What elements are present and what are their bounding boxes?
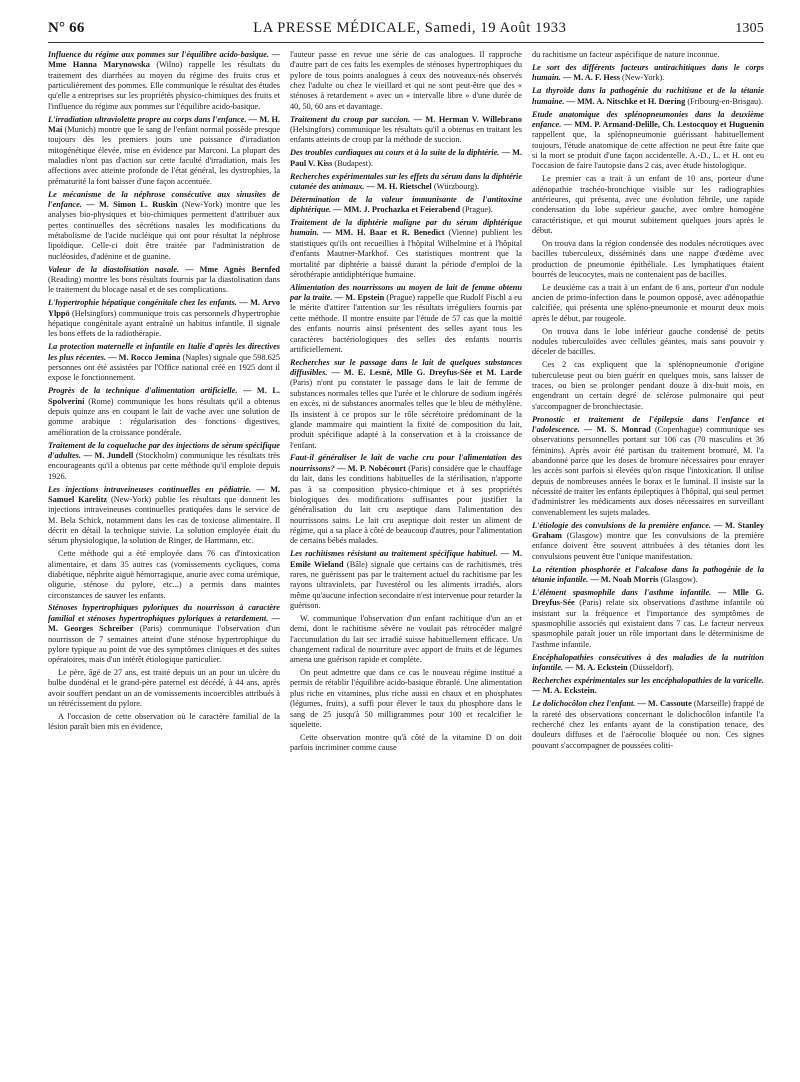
entry-text: (New-York) montre que les analyses bio-physiques et bio-chimiques permettent d'attribuer aux pertes continuelles des sécrétions nasales les modifications du métabolisme de l'acide nucléique qui ont pour résultat la néphrose lipoïdique. Celle-ci doit être traitée par l'administration de nucléosides, d'adénine et de guanine. [48,200,280,261]
entry-title: Pronostic et traitement de l'épilepsie dans l'enfance et l'adolescence. [532,414,764,435]
entry-text: Cette méthode qui a été employée dans 76 cas d'intoxication alimentaire, et dans 35 autres cas (vomissements cycliques, coma diabétique, néphrite aiguë hémorragique, anurie avec coma urémique, oligurie, sténose du pylore, etc...) a permis dans maintes circonstances de sauver les enfants. [48,549,280,600]
paragraph [532,283,764,324]
entry-author: — M. H. Rietschel [364,181,432,191]
paragraph [532,50,764,60]
paragraph [290,218,522,280]
paragraph [532,86,764,107]
entry-author: — MM. J. Prochazka et Feierabend [331,205,461,215]
entry-text: Ces 2 cas expliquent que la splénopneumonie d'origine tuberculeuse peut ou bien guérir en quelques mois, sans laisser de traces, ou bien se prolonger pendant douze à dix-huit mois, en engendrant un certain degré de sclérose pulmonaire qui peut s'accompagner de bronchiectasie. [532,360,764,411]
entry-text: (Paris) considère que le chauffage du lait, dans les conditions habituelles de la stérilisation, n'apporte pas à sa composition physico-chimique et à ses propriétés biologiques des modifications suffisantes pour justifier la généralisation du lait cru aseptique dans l'alimentation des nourrissons sains. Le lait cru aseptique doit rester un aliment de régime, qui a sa place à côté de beaucoup d'autres, pour l'alimentation de certains bébés malades. [290,463,522,546]
entry-author: — M. Paul V. Kiss [290,148,522,168]
entry-author: — M. E. Lesné, Mlle G. Dreyfus-Sée et M. Larde [327,368,522,378]
entry-author: — M. Noah Morris [588,575,659,585]
entry-title: Traitement du croup par succion. [290,114,411,124]
paragraph [48,50,280,112]
entry-title: Influence du régime aux pommes sur l'équilibre acido-basique. [48,50,269,59]
entry-author: — Mlle G. Dreyfus-Sée [532,587,764,608]
header-rule [48,42,764,43]
paragraph [532,63,764,84]
paragraph [532,565,764,586]
paragraph [290,195,522,216]
entry-text: (Prague). [460,205,493,215]
entry-text: Le deuxième cas a trait à un enfant de 6 ans, porteur d'un nodule ancien de primo-infection dans le poumon opposé, avec adénopathie calcifiée, qui présenta une spléno-pneumonie et mourut deux mois après le début, par rougeole. [532,282,764,323]
paragraph [290,549,522,611]
paragraph [48,265,280,296]
entry-text: (Marseille) frappé de la rareté des observations concernant le dolichocôlon infantile l'a recherché chez les enfants ayant de la constipation tenace, des douleurs diffuses et de l'aérocolie bloquée ou non. Ces signes pouvant s'accompagner de poussées coliti- [532,699,764,750]
paragraph [290,50,522,112]
paragraph [290,172,522,193]
entry-text: (Budapest). [332,158,373,168]
entry-author: — M. A. Eckstein. [532,686,597,696]
paragraph [290,283,522,355]
entry-author: — M. Stanley Graham [532,520,764,541]
entry-text: (New-York). [619,73,665,83]
column-left [48,50,280,1075]
entry-text: (Glasgow) montre que les convulsions de la première enfance doivent être souvent attribuées à des tétanies dont les convulsions peuvent être l'unique manifestation. [532,531,764,561]
paragraph [532,588,764,650]
entry-text: (Paris) communique l'observation d'un nourrisson de 7 semaines atteint d'une sténose hypertrophique du pylore typique au point de vue des symptômes cliniques et des suites opératoires, mais d'un intérêt étiologique particulier. [48,624,280,665]
paragraph [532,239,764,280]
entry-text: (Helsingfors) communique les résultats qu'il a obtenus en traitant les enfants atteints de croup par la méthode de succion. [290,125,522,145]
paragraph [48,298,280,339]
entry-title: L'irradiation ultraviolette propre au corps dans l'enfance. [48,114,247,124]
paragraph [290,148,522,169]
paragraph [290,733,522,754]
entry-author: — M. A. F. Hess [560,73,620,83]
entry-title: Recherches expérimentales sur les encéphalopathies de la varicelle. [532,675,764,685]
entry-text: On trouva dans la région condensée des nodules nécrotiques avec bacilles tuberculeux, disséminés dans une nappe d'œdème avec production de pneumonie épithéliale. Les lymphatiques étaient bourrés de leucocytes, mais ne contenaient pas de bacilles. [532,238,764,279]
entry-author: — M. Emile Wieland [290,549,522,569]
entry-text: A l'occasion de cette observation où le caractère familial de la lésion paraît bien mis en évidence, [48,712,280,732]
paragraph [48,549,280,601]
entry-title: Valeur de la diastolisation nasale. [48,264,180,274]
entry-text: (Düsseldorf). [627,662,674,672]
paragraph [48,342,280,383]
paragraph [48,603,280,665]
entry-text: (Reading) montre les bons résultats fournis par la diastolisation dans le traitement du blocage nasal et de ses complications. [48,275,280,295]
entry-text: (New-York) publie les résultats que donnent les injections intraveineuses continuelles pratiquées dans le service de M. Bela Schick, notamment dans les cas de toxicose alimentaire. Il décrit en détail la technique suivie. La solution employée était du sérum physiologique, la solution de Ringer, de Hartmann, etc. [48,494,280,546]
entry-title: Sténoses hypertrophiques pyloriques du nourrisson à caractère familial et sténoses hypertrophiques pyloriques à retardement. [48,603,280,623]
entry-text: (Bâle) signale que certains cas de rachitismes, très rares, ne guérissent pas par le traitement actuel du rachitisme par les rayons ultraviolets, par l'uvestérol ou les aliments irradiés, alors même qu'aucune infection secondaire n'est intervenue pour retarder la guérison. [290,559,522,610]
paragraph [48,485,280,547]
paragraph [532,174,764,236]
entry-author: — MM. H. Baar et R. Benedict [318,228,445,238]
entry-title: Traitement de la diphtérie maligne par du sérum diphtérique humain. [290,218,522,238]
entry-author: — Mme Hanna Marynowska [48,50,280,70]
entry-title: Le mécanisme de la néphrose consécutive aux sinusites de l'enfance. [48,189,280,209]
entry-text: (Glasgow). [658,575,698,585]
entry-title: Le sort des différents facteurs antirachitiques dans le corps humain. [532,62,764,83]
entry-title: Traitement de la coqueluche par des injections de sérum spécifique d'adultes. [48,440,280,460]
entry-author: — Mme Agnès Bernfed [179,264,280,274]
entry-author: — MM. P. Armand-Delille, Ch. Lestocquoy et Huguenin [561,119,764,129]
entry-text: (Naples) signale que 598.625 personnes ont été assistées par l'Office national créé en 1925 dont il expose le fonctionnement. [48,352,280,383]
entry-text: (Stockholm) communique les résultats très encourageants qu'il a obtenus par cette méthode qu'il emploie depuis 1926. [48,450,280,481]
journal-title: LA PRESSE MÉDICALE, Samedi, 19 Août 1933 [253,20,567,36]
entry-title: L'hypertrophie hépatique congénitale chez les enfants. [48,298,237,308]
entry-author: — M. Jundell [80,450,134,460]
article-columns [48,50,764,1075]
entry-author: — M. Simon L. Ruskin [81,200,178,209]
column-right [532,50,764,1075]
entry-title: Progrès de la technique d'alimentation artificielle. [48,386,238,396]
paragraph [48,668,280,709]
entry-author: — M. Epstein [332,293,385,303]
entry-title: Recherches expérimentales sur les effets du sérum dans la diphtérie cutanée des animaux. [290,171,522,191]
paragraph [48,441,280,482]
paragraph [48,115,280,187]
entry-title: L'étiologie des convulsions de la première enfance. [532,520,712,530]
entry-text: On peut admettre que dans ce cas le nouveau régime institué a permis de rétablir l'équilibre acido-basique ébranlé. Une alimentation plus riche en vitamines, plus riche aussi en chaux et en phosphates (légumes, fruits), a suffi pour élever le taux du phosphore dans le sang de 25 jusqu'à 50 milligrammes pour 100 et recalcifier le squelette. [290,668,522,729]
entry-text: (Copenhague) communique ses observations personnelles portant sur 106 cas (70 masculins et 36 féminins). Après avoir été partisan du traitement bromuré, M. l'a abandonné parce que les doses de bromure nécessaires pour enrayer les accès sont parfois si élevées qu'on risque l'intoxication. Il utilise depuis de nombreuses années le borax et le luminal. Il insiste sur la nécessité de traiter les enfants épileptiques à l'hôpital, qui seul permet d'administrer les médicaments aux doses nécessaires en surveillant convenablement les sujets malades. [532,425,764,517]
entry-text: W. communique l'observation d'un enfant rachitique d'un an et demi, dont le rachitisme sévère ne voulait pas rétrocéder malgré l'accumulation du lait sec irradié suisse habituellement efficace. Un changement radical de nourriture avec apport de fruits et de légumes amena une guérison rapide et complète. [290,613,522,665]
paragraph [532,699,764,751]
entry-title: Alimentation des nourrissons au moyen de lait de femme obtenu par la traite. [290,282,522,303]
entry-title: La thyroïde dans la pathogénie du rachitisme et de la tétanie humaine. [532,86,764,106]
paragraph [48,190,280,262]
entry-text: du rachitisme un facteur aspécifique de nature inconnue. [532,50,720,59]
entry-author: — M. S. Monrad [579,425,651,435]
entry-author: — M. Rocco Jemina [106,352,181,362]
paragraph [532,415,764,518]
entry-title: La protection maternelle et infantile en Italie d'après les directives les plus récentes. [48,342,280,362]
page-number: 1305 [735,21,764,36]
entry-text: (Fribourg-en-Brisgau). [685,96,764,106]
paragraph [532,653,764,674]
entry-title: Des troubles cardiaques au cours et à la suite de la diphtérie. [290,148,500,158]
paragraph [48,386,280,438]
entry-author: — M. H. Mai [48,114,280,134]
entry-author: — M. Samuel Karelitz [48,484,280,504]
entry-text: On trouva dans le lobe inférieur gauche condensé de petits nodules tuberculoïdes avec cellules géantes, mais sans pouvoir y déceler de bacilles. [532,326,764,357]
paragraph [290,358,522,451]
entry-text: (Munich) montre que le sang de l'enfant normal possède presque toujours dès les premiers jours une puissance d'irradiation mitogénétique élevée, mise en évidence par Marconi. La plupart des maladies n'ont pas d'action sur cette faculté d'irradiation, mais les affections avec atteinte profonde de l'état général, les dystrophies, la prématurité la font baisser d'une façon accentuée. [48,125,280,186]
entry-text: (Paris) relate six observations d'asthme infantile où insistant sur la fréquence et l'importance des symptômes de spasmophilie associés qui existaient dans 7 cas. Le facteur nerveux spasmophile paraît jouer un rôle important dans le déterminisme de l'asthme infantile. [532,598,764,649]
entry-title: Etude anatomique des splénopneumonies dans la deuxième enfance. [532,109,764,129]
entry-text: (Helsingfors) communique trois cas personnels d'hypertrophie hépatique congénitale ayant entraîné un habitus infantile. Il signale les bons effets de la radiothérapie. [48,308,280,339]
entry-text: Cette observation montre qu'à côté de la vitamine D on doit parfois incriminer comme cause [290,732,522,753]
paragraph [532,360,764,412]
entry-title: Les rachitismes résistant au traitement spécifique habituel. [290,549,498,559]
entry-text: (Rome) communique les bons résultats qu'il a obtenus depuis quinze ans en coupant le lait de vache avec une solution de gomme arabique : régularisation des fonctions digestives, amélioration de la croissance pondérale. [48,396,280,437]
entry-author: — M. Herman V. Willebrano [410,114,522,124]
entry-author: — M. L. Spolverini [48,386,280,406]
paragraph [532,110,764,172]
entry-text: l'auteur passe en revue une série de cas analogues. Il rapproche d'autre part de ces faits les exemples de sténoses hypertrophiques du pylore de tous points analogues à ceux des nouveaux-nés observés chez l'adulte ou chez le vieillard et qui ne sont peut-être que des « sténoses à retardement » avec un « intervalle libre » d'une durée de 40, 50, 60 ans et davantage. [290,50,522,111]
paragraph [532,521,764,562]
entry-author: — M. A. Eckstein [563,662,628,672]
entry-author: — M. Cassoute [635,699,692,709]
paragraph [290,614,522,666]
entry-title: Détermination de la valeur immunisante de l'antitoxine diphtérique. [290,194,522,215]
paragraph [290,453,522,546]
paragraph [290,668,522,730]
entry-text: (Prague) rappelle que Rudolf Fischl a eu le mérite d'attirer l'attention sur les résultats irréguliers fournis par cette méthode. Il montre ensuite par l'étude de 57 cas que la moitié des enfants nourris ainsi présentent des selles ayant tous les caractères bactériologiques des selles des enfants nourris artificiellement. [290,293,522,354]
entry-title: La rétention phosphorée et l'alcalose dans la pathogénie de la tétanie infantile. [532,564,764,585]
entry-title: Les injections intraveineuses continuelles en pédiatrie. [48,484,252,494]
entry-text: Le père, âgé de 27 ans, est traité depuis un an pour un ulcère du bulbe duodénal et le grand-père paternel est décédé, à 44 ans, après avoir souffert pendant un an de vomissements incoercibles attribués à un rétrécissement du pylore. [48,668,280,709]
entry-text: (Vienne) publient les statistiques qu'ils ont recueillies à l'hôpital Wilhelmine et à l'hôpital d'enfants Mautner-Markhof. Ces statistiques montrent que la mortalité par diphtérie a baissé durant la période d'emploi de la sérothérapie antidiphtérique humaine. [290,228,522,279]
entry-author: — MM. A. Nitschke et H. Dœring [564,96,686,106]
issue-number: N° 66 [48,20,85,36]
entry-title: L'élément spasmophile dans l'asthme infantile. [532,587,712,597]
entry-text: Le premier cas a trait à un enfant de 10 ans, porteur d'une adénopathie trachéo-bronchique visible sur les radiographies antérieures, qui présenta, avec une évolution fébrile, une rapide condensation du lobe supérieur gauche, avec ombre homogène caractéristique, et qui mourut subitement quelques jours après le début. [532,174,764,235]
entry-title: Le dolichocôlon chez l'enfant. [532,699,636,709]
entry-author: — M. Georges Schreiber [48,613,280,634]
paragraph [532,676,764,697]
entry-text: rappellent que, la splénopneumonie guérissant habituellement toujours, l'étude anatomique de cette affection ne peut être faite que si la mort se produit d'une façon accidentelle. A.-D., L. et H. ont eu l'occasion de faire l'autopsie dans 2 cas, avec étude histologique. [532,130,764,171]
entry-text: (Würzbourg). [431,181,480,191]
column-middle [290,50,522,1075]
entry-title: Faut-il généraliser le lait de vache cru pour l'alimentation des nourrissons? [290,453,522,473]
paragraph [532,327,764,358]
paragraph [290,115,522,146]
entry-text: (Paris) n'ont pu constater le passage dans le lait de femme de substances normales telles que l'urée et le chlorure de sodium ingérés en excès, ni de substances anormales telles que le bleu de méthylène. Ils insistent à ce propos sur le rôle sécrétoire prédominant de la glande mammaire qui maintient la fixité de composition du lait, produit spécifique adapté à la conservation et à la croissance de l'enfant. [290,378,522,450]
entry-title: Encéphalopathies consécutives à des maladies de la nutrition infantile. [532,652,764,672]
entry-text: (Wilno) rappelle les résultats du traitement des diarrhées au moyen du régime des fruits crus et particulièrement des pommes. Elle communique le résultat des études qu'elle a entreprises sur les propriétés physico-chimiques des fruits et l'influence du régime aux pommes sur l'équilibre acido-basique. [48,60,280,111]
entry-title: Recherches sur le passage dans le lait de quelques substances diffusibles. [290,357,522,378]
paragraph [48,712,280,733]
entry-author: — M. P. Nobécourt [334,463,406,473]
page-header [48,20,764,42]
entry-author: — M. Arvo Ylppö [48,298,280,318]
